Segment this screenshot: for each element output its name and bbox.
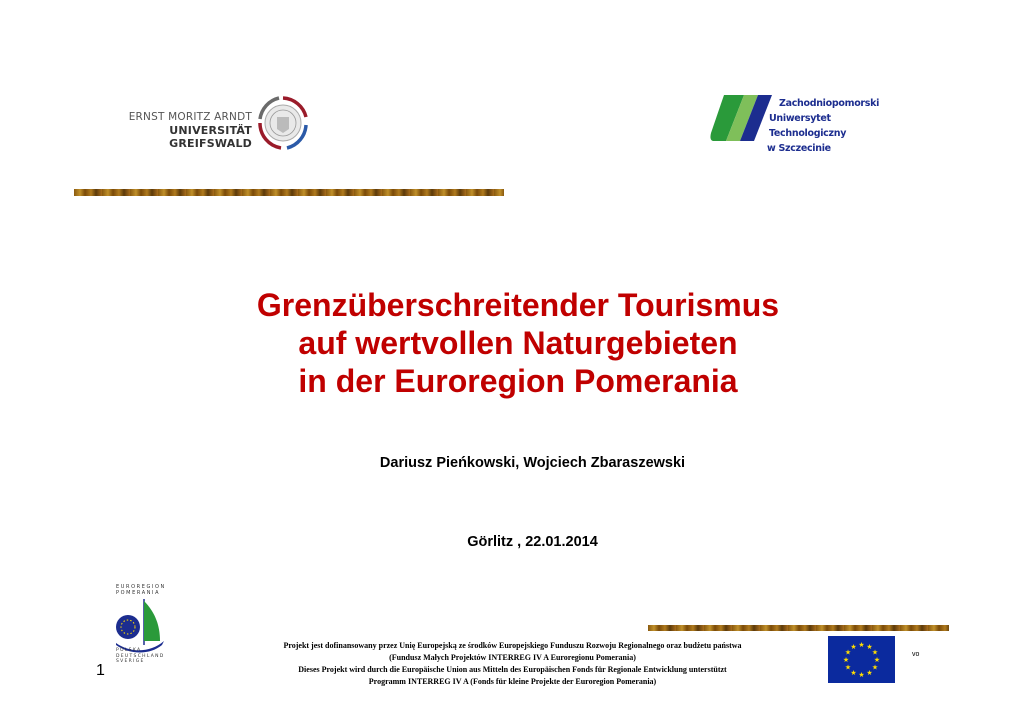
zut-logo-line2: Uniwersytet Technologiczny	[769, 113, 847, 139]
svg-text:★: ★	[858, 641, 865, 649]
svg-text:★: ★	[850, 643, 857, 651]
decorative-bar-top	[74, 189, 504, 196]
svg-text:★: ★	[850, 669, 857, 677]
svg-text:★: ★	[844, 663, 852, 672]
greifswald-logo-line2: UNIVERSITÄT GREIFSWALD	[169, 124, 252, 150]
funding-notice	[215, 640, 810, 688]
euroregion-logo-bottom-line1: POLSKA	[116, 648, 142, 653]
slide-title	[120, 286, 916, 400]
euroregion-logo-bottom-line2: DEUTSCHLAND	[116, 653, 165, 659]
svg-text:★: ★	[844, 648, 852, 657]
euroregion-logo-bottom-text	[116, 648, 165, 665]
footer-fragment: vo	[912, 651, 920, 658]
svg-text:★: ★	[871, 663, 879, 672]
title-line2: auf wertvollen Naturgebieten	[298, 325, 738, 361]
funding-line2: (Fundusz Małych Projektów INTERREG IV A Euroregionu Pomerania)	[389, 653, 636, 662]
greifswald-logo-line1: ERNST MORITZ ARNDT	[128, 111, 252, 123]
zut-logo-line1: Zachodniopomorski	[779, 98, 880, 109]
title-line1: Grenzüberschreitender Tourismus	[256, 287, 780, 323]
place-date: Görlitz , 22.01.2014	[467, 534, 598, 550]
zut-logo-text	[767, 96, 907, 156]
zut-logo-line3: w Szczecinie	[767, 143, 831, 154]
svg-text:★: ★	[871, 648, 879, 657]
greifswald-seal-icon	[257, 95, 309, 151]
funding-line4: Programm INTERREG IV A (Fonds für kleine Projekte der Euroregion Pomerania)	[368, 677, 657, 686]
authors: Dariusz Pieńkowski, Wojciech Zbaraszewski	[379, 455, 686, 471]
svg-text:★: ★	[842, 656, 850, 664]
euroregion-logo-bottom-line3: SVERIGE	[116, 659, 145, 664]
svg-text:★: ★	[866, 669, 873, 677]
title-line3: in der Euroregion Pomerania	[298, 363, 738, 399]
svg-text:★: ★	[858, 671, 865, 679]
page-number: 1	[96, 662, 105, 679]
euroregion-logo-top-line1: EUROREGION	[116, 584, 166, 590]
funding-line1: Projekt jest dofinansowany przez Unię Europejską ze środków Europejskiego Funduszu Rozwoju Regionalnego oraz budżetu państwa	[283, 641, 742, 650]
euroregion-logo-top-line2: POMERANIA	[116, 590, 161, 596]
eu-flag-icon	[828, 636, 895, 683]
greifswald-logo-text	[122, 111, 252, 150]
decorative-bar-bottom	[648, 625, 949, 631]
funding-line3: Dieses Projekt wird durch die Europäische Union aus Mitteln des Europäischen Fonds für Regionale Entwicklung unterstützt	[298, 665, 727, 674]
svg-text:★: ★	[873, 656, 881, 664]
svg-text:★: ★	[866, 643, 873, 651]
